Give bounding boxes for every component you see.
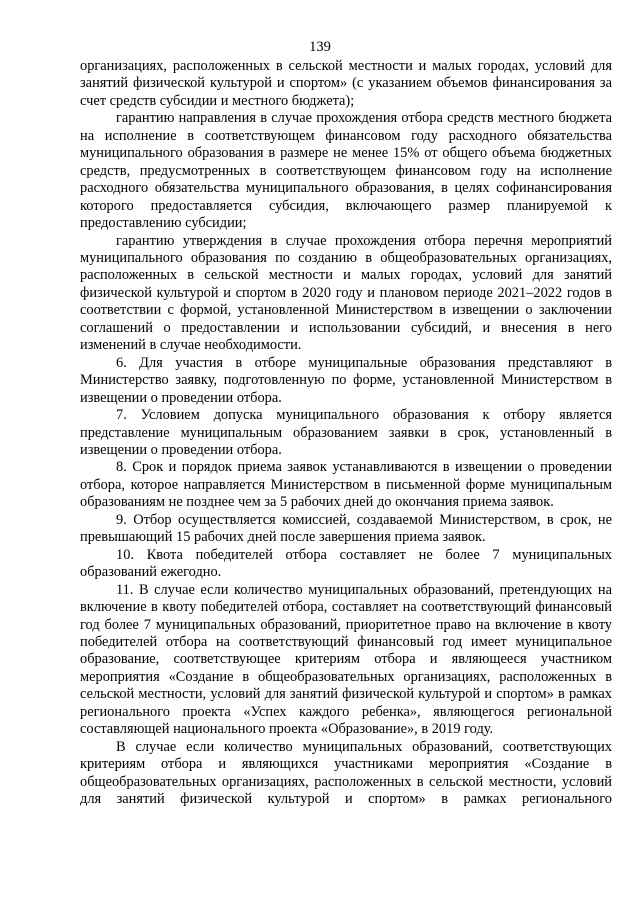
paragraph-item-10: 10. Квота победителей отбора составляет не более 7 муниципальных образований ежегодно. [80,546,612,581]
paragraph-item-6: 6. Для участия в отборе муниципальные образования представляют в Министерство заявку, подготовленную по форме, установленной Министерством в извещении о проведении отбора. [80,354,612,406]
paragraph-measures-guarantee: гарантию утверждения в случае прохождения отбора перечня мероприятий муниципального образования по созданию в общеобразовательных организациях, расположенных в сельской местности и малых городах, условий для занятий физической культурой и спортом в 2020 году и плановом периоде 2021–2022 годов в соответствии с формой, установленной Министерством в извещении о заключении соглашений о предоставлении и использовании субсидий, и внесения в него изменений в случае необходимости. [80,232,612,354]
paragraph-continuation: организациях, расположенных в сельской местности и малых городах, условий для занятий физической культурой и спортом» (с указанием объемов финансирования за счет средств субсидии и местного бюджета); [80,58,612,109]
paragraph-item-7: 7. Условием допуска муниципального образования к отбору является представление муниципальным образованием заявки в срок, установленный в извещении о проведении отбора. [80,407,612,458]
paragraph-priority-case: В случае если количество муниципальных образований, соответствующих критериям отбора и являющихся участниками мероприятия «Создание в общеобразовательных организациях, расположенных в сельской местности, условий для занятий физической культурой и спортом» в рамках регионального [80,738,612,808]
paragraph-budget-guarantee: гарантию направления в случае прохождения отбора средств местного бюджета на исполнение в соответствующем финансовом году расходного обязательства муниципального образования в размере не менее 15% от общего объема бюджетных средств, предусмотренных в соответствующем финансовом году на исполнение расходного обязательства муниципального образования, в целях софинансирования которого предоставляется субсидия, включающего размер планируемой к предоставлению субсидии; [80,110,612,232]
page-number: 139 [309,39,331,55]
document-body [80,58,612,808]
paragraph-item-9: 9. Отбор осуществляется комиссией, создаваемой Министерством, в срок, не превышающий 15 рабочих дней после завершения приема заявок. [80,511,612,546]
paragraph-item-11: 11. В случае если количество муниципальных образований, претендующих на включение в квоту победителей отбора, составляет на соответствующий финансовый год более 7 муниципальных образований, приоритетное право на включение в квоту победителей отбора на соответствующий финансовый год имеет муниципальное образование, соответствующее критериям отбора и являющееся участником мероприятия «Создание в общеобразовательных организациях, расположенных в сельской местности, условий для занятий физической культурой и спортом» в рамках регионального проекта «Успех каждого ребенка», являющегося региональной составляющей национального проекта «Образование», в 2019 году. [80,581,612,738]
paragraph-item-8: 8. Срок и порядок приема заявок устанавливаются в извещении о проведении отбора, которое направляется Министерством в письменной форме муниципальным образованиям не позднее чем за 5 рабочих дней до окончания приема заявок. [80,459,612,511]
